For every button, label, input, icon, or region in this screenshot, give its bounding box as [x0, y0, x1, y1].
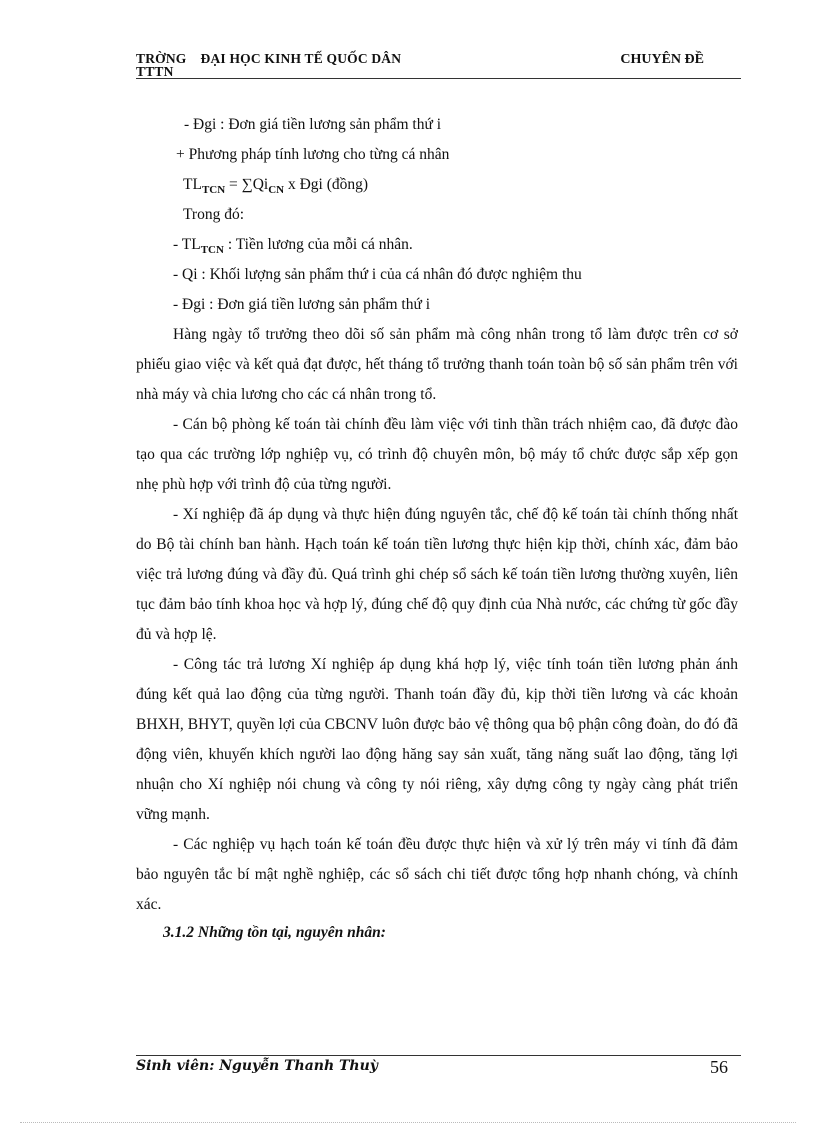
- header-line2: TTTN: [136, 64, 174, 79]
- formula-mid: = ∑Qi: [225, 176, 269, 193]
- formula-sub1: TCN: [201, 184, 226, 197]
- tl-prefix: - TL: [173, 236, 201, 253]
- header-prefix: TRỜNG: [136, 51, 187, 66]
- header-rule: [136, 78, 741, 79]
- where-label: Trong đó:: [183, 206, 245, 223]
- tl-sub: TCN: [200, 244, 224, 257]
- header-school: ĐẠI HỌC KINH TẾ QUỐC DÂN: [200, 51, 402, 66]
- tl-suffix: : Tiền lương của mỗi cá nhân.: [223, 236, 413, 253]
- paragraph-2: - Cán bộ phòng kế toán tài chính đều làm việc với tinh thần trách nhiệm cao, đã được đào tạo qua các trường lớp nghiệp vụ, có trình độ chuyên môn, bộ máy tổ chức được sắp xếp gọn nhẹ phù hợp với trình độ của từng người.: [136, 416, 738, 493]
- footer-student: Sinh viên: Nguyễn Thanh Thuỳ: [136, 1058, 378, 1074]
- header-right: CHUYÊN ĐỀ: [620, 52, 704, 67]
- formula-prefix: TL: [183, 176, 202, 193]
- footer-rule: [136, 1055, 741, 1056]
- definition-dgi: - Đgi : Đơn giá tiền lương sản phẩm thứ i: [184, 116, 442, 133]
- document-body: [136, 110, 738, 942]
- definition-dgi-2: - Đgi : Đơn giá tiền lương sản phẩm thứ i: [173, 296, 431, 313]
- paragraph-4: - Công tác trả lương Xí nghiệp áp dụng khá hợp lý, việc tính toán tiền lương phản ánh đúng kết quả lao động của từng người. Thanh toán đầy đủ, kịp thời tiền lương và các khoản BHXH, BHYT, quyền lợi của CBCNV luôn được bảo vệ thông qua bộ phận công đoàn, do đó đã động viên, khuyến khích người lao động hăng say sản xuất, tăng năng suất lao động, tăng lợi nhuận cho Xí nghiệp nói chung và công ty nói riêng, xây dựng công ty ngày càng phát triển vững mạnh.: [136, 656, 738, 823]
- paragraph-5: - Các nghiệp vụ hạch toán kế toán đều được thực hiện và xử lý trên máy vi tính đã đảm bảo nguyên tắc bí mật nghề nghiệp, các sổ sách chi tiết được tổng hợp nhanh chóng, và chính xác.: [136, 836, 738, 913]
- paragraph-1: Hàng ngày tổ trưởng theo dõi số sản phẩm mà công nhân trong tổ làm được trên cơ sở phiếu giao việc và kết quả đạt được, hết tháng tổ trưởng thanh toán toàn bộ số sản phẩm trên với nhà máy và chia lương cho các cá nhân trong tổ.: [136, 326, 738, 403]
- formula-sub2: CN: [268, 184, 285, 197]
- page-number: 56: [710, 1057, 728, 1077]
- page-header: [136, 52, 741, 80]
- section-heading: 3.1.2 Những tồn tại, nguyên nhân:: [163, 924, 386, 941]
- formula: [136, 170, 738, 200]
- header-left: [136, 52, 401, 78]
- paragraph-3: - Xí nghiệp đã áp dụng và thực hiện đúng nguyên tắc, chế độ kế toán tài chính thống nhất do Bộ tài chính ban hành. Hạch toán kế toán tiền lương thực hiện kịp thời, chính xác, đảm bảo việc trả lương đúng và đầy đủ. Quá trình ghi chép sổ sách kế toán tiền lương thường xuyên, liên tục đảm bảo tính khoa học và hợp lý, đúng chế độ quy định của Nhà nước, các chứng từ gốc đầy đủ và hợp lệ.: [136, 506, 738, 643]
- method-line: + Phương pháp tính lương cho từng cá nhân: [176, 146, 450, 163]
- definition-tl: [136, 230, 738, 260]
- definition-qi: - Qi : Khối lượng sản phẩm thứ i của cá nhân đó được nghiệm thu: [173, 266, 582, 283]
- formula-suffix: x Đgi (đồng): [284, 176, 369, 193]
- paragraphs: [136, 320, 738, 920]
